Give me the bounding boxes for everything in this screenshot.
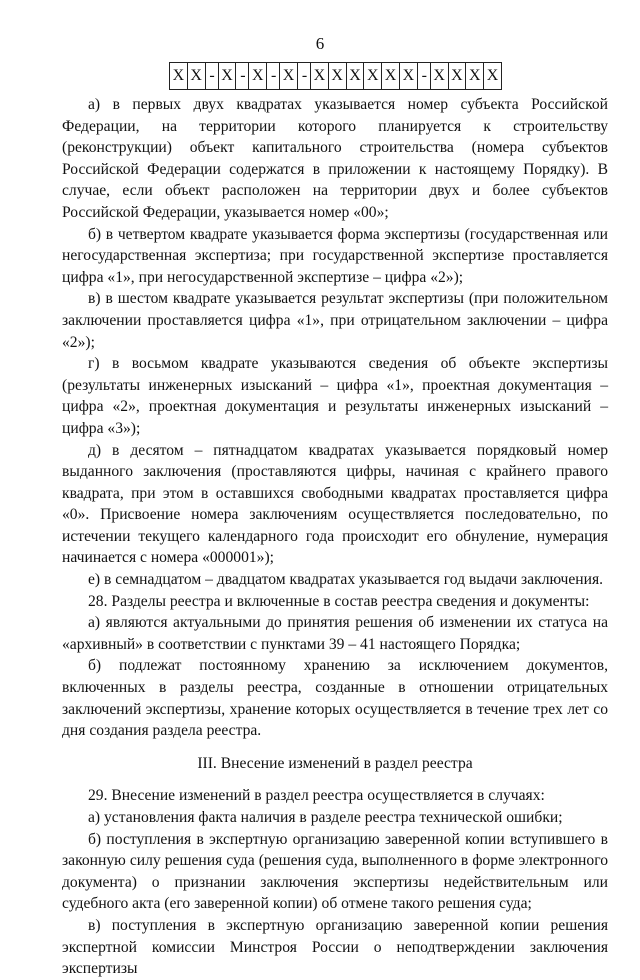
code-cell: -	[298, 62, 311, 90]
paragraph-29: 29. Внесение изменений в раздел реестра осуществляется в случаях:	[88, 787, 545, 805]
paragraph-29-a: а) установления факта наличия в разделе реестра технической ошибки;	[88, 809, 563, 826]
paragraph-item-g: г) в восьмом квадрате указываются сведения об объекте экспертизы (результаты инженерных изысканий – цифра «1», проектная документация – цифра «2», проектная документация и результаты инженерных изысканий – цифра «3»);	[62, 355, 608, 437]
code-cell: X	[248, 62, 267, 90]
paragraph-29-b: б) поступления в экспертную организацию заверенной копии вступившего в законную силу решения суда (решения суда, выполненного в форме электронного документа) о признании заключения экспертизы недействительным или судебного акта (его заверенной копии) об отмене такого решения суда;	[62, 830, 608, 913]
code-cell: -	[418, 62, 431, 90]
paragraph-item-a: а) в первых двух квадратах указывается номер субъекта Российской Федерации, на территории которого планируется к строительству (реконструкции) объект капитального строительства (номера субъектов Российской Федерации содержатся в приложении к настоящему Порядку). В случае, если объект расположен на территории двух и более субъектов Российской Федерации, указывается номер «00»;	[62, 96, 608, 221]
paragraph-item-e: е) в семнадцатом – двадцатом квадратах указывается год выдачи заключения.	[88, 571, 604, 589]
code-cell: X	[218, 62, 237, 90]
code-cell: -	[236, 62, 249, 90]
code-format-boxes	[170, 62, 502, 90]
code-cell: X	[448, 62, 467, 90]
paragraph-28-b: б) подлежат постоянному хранению за исключением документов, включенных в разделы реестра, созданные в отношении отрицательных заключений экспертизы, хранение которых осуществляется в течение трех лет со дня создания раздела реестра.	[62, 657, 608, 740]
code-cell: X	[381, 62, 400, 90]
code-cell: X	[279, 62, 298, 90]
code-cell: X	[187, 62, 206, 90]
code-cell: X	[310, 62, 329, 90]
body-text	[62, 94, 608, 980]
code-cell: X	[430, 62, 449, 90]
code-cell: X	[346, 62, 365, 90]
code-cell: X	[169, 62, 188, 90]
paragraph-item-d: д) в десятом – пятнадцатом квадратах указывается порядковый номер выданного заключения (проставляются цифры, начиная с крайнего правого квадрата, при этом в оставшихся свободными квадратах проставляется цифра «0». Присвоение номера заключениям осуществляется последовательно, по истечении текущего календарного года происходит его обнуление, нумерация начинается с номера «000001»);	[62, 441, 608, 567]
code-cell: X	[483, 62, 502, 90]
code-cell: X	[328, 62, 347, 90]
paragraph-item-b: б) в четвертом квадрате указывается форма экспертизы (государственная или негосударственная экспертиза; при государственной экспертизе проставляется цифра «1», при негосударственной экспертизе – цифра «2»);	[62, 225, 608, 286]
code-cell: X	[363, 62, 382, 90]
page-number: 6	[315, 34, 325, 53]
paragraph-item-v: в) в шестом квадрате указывается результат экспертизы (при положительном заключении проставляется цифра «1», при отрицательном заключении – цифра «2»);	[62, 290, 608, 351]
code-cell: -	[267, 62, 280, 90]
paragraph-29-v: в) поступления в экспертную организацию заверенной копии решения экспертной комиссии Минстроя России о неподтверждении заключения экспертизы	[62, 916, 608, 978]
code-cell: X	[465, 62, 484, 90]
paragraph-28: 28. Разделы реестра и включенные в состав реестра сведения и документы:	[88, 592, 590, 610]
section-heading: III. Внесение изменений в раздел реестра	[197, 754, 473, 772]
code-cell: -	[206, 62, 219, 90]
paragraph-28-a: а) являются актуальными до принятия решения об изменении их статуса на «архивный» в соответствии с пунктами 39 – 41 настоящего Порядка;	[62, 614, 608, 653]
code-cell: X	[399, 62, 418, 90]
